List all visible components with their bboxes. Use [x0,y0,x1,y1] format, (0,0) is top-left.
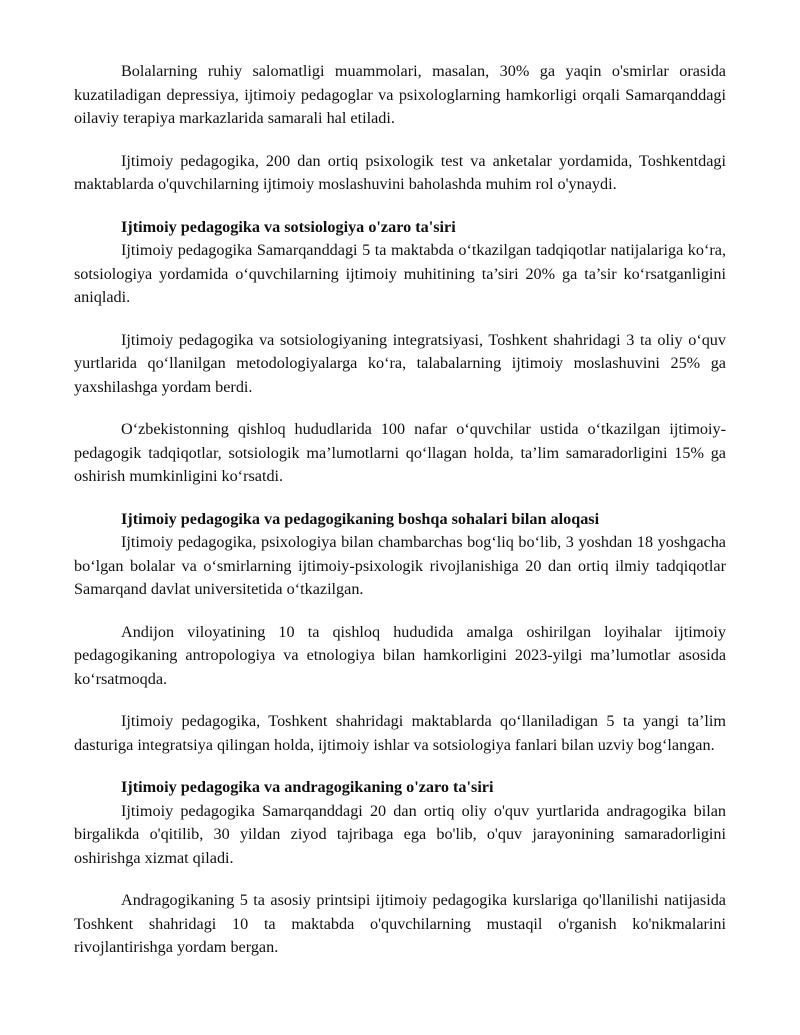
paragraph: Andijon viloyatining 10 ta qishloq hududida amalga oshirilgan loyihalar ijtimoiy pedagogikaning antropologiya va etnologiya bilan hamkorligini 2023-yilgi ma’lumotlar asosida ko‘rsatmoqda. [74,622,726,688]
paragraph: Ijtimoiy pedagogika, psixologiya bilan chambarchas bog‘liq bo‘lib, 3 yoshdan 18 yoshgacha bo‘lgan bolalar va o‘smirlarning ijtimoiy-psixologik rivojlanishiga 20 dan ortiq ilmiy tadqiqotlar Samarqand davlat universitetida o‘tkazilgan. [74,533,726,598]
paragraph: Bolalarning ruhiy salomatligi muammolari, masalan, 30% ga yaqin o'smirlar orasida kuzatiladigan depressiya, ijtimoiy pedagoglar va psixologlarning hamkorligi orqali Samarqanddagi oilaviy terapiya markazlarida samarali hal etiladi. [74,62,726,127]
paragraph: Andragogikaning 5 ta asosiy printsipi ijtimoiy pedagogika kurslariga qo'llanilishi natijasida Toshkent shahridagi 10 ta maktabda o'quvchilarning mustaqil o'rganish ko'nikmalarini rivojlantirishga yordam bergan. [74,891,726,956]
section-heading: Ijtimoiy pedagogika va pedagogikaning boshqa sohalari bilan aloqasi [121,509,600,528]
paragraph: Ijtimoiy pedagogika, Toshkent shahridagi maktablarda qo‘llaniladigan 5 ta yangi ta’lim dasturiga integratsiya qilingan holda, ijtimoiy ishlar va sotsiologiya fanlari bilan uzviy bog‘langan. [74,712,726,754]
paragraph: Ijtimoiy pedagogika Samarqanddagi 20 dan ortiq oliy o'quv yurtlarida andragogika bilan birgalikda o'qitilib, 30 yildan ziyod tajribaga ega bo'lib, o'quv jarayonining samaradorligini oshirishga xizmat qiladi. [74,801,726,867]
paragraph: O‘zbekistonning qishloq hududlarida 100 nafar o‘quvchilar ustida o‘tkazilgan ijtimoiy-pedagogik tadqiqotlar, sotsiologik ma’lumotlarni qo‘llagan holda, ta’lim samaradorligini 15% ga oshirish mumkinligini ko‘rsatdi. [74,420,726,485]
paragraph: Ijtimoiy pedagogika va sotsiologiyaning integratsiyasi, Toshkent shahridagi 3 ta oliy o‘quv yurtlarida qo‘llanilgan metodologiyalarga ko‘ra, talabalarning ijtimoiy moslashuvini 25% ga yaxshilashga yordam berdi. [74,330,726,396]
section-heading: Ijtimoiy pedagogika va andragogikaning o'zaro ta'siri [121,778,494,796]
paragraph: Ijtimoiy pedagogika Samarqanddagi 5 ta maktabda o‘tkazilgan tadqiqotlar natijalariga ko‘ra, sotsiologiya yordamida o‘quvchilarning ijtimoiy muhitining ta’siri 20% ga ta’sir ko‘rsatganligini aniqladi. [74,241,726,306]
section-heading: Ijtimoiy pedagogika va sotsiologiya o'zaro ta'siri [121,217,456,236]
paragraph: Ijtimoiy pedagogika, 200 dan ortiq psixologik test va anketalar yordamida, Toshkentdagi maktablarda o'quvchilarning ijtimoiy moslashuvini baholashda muhim rol o'ynaydi. [74,151,726,193]
